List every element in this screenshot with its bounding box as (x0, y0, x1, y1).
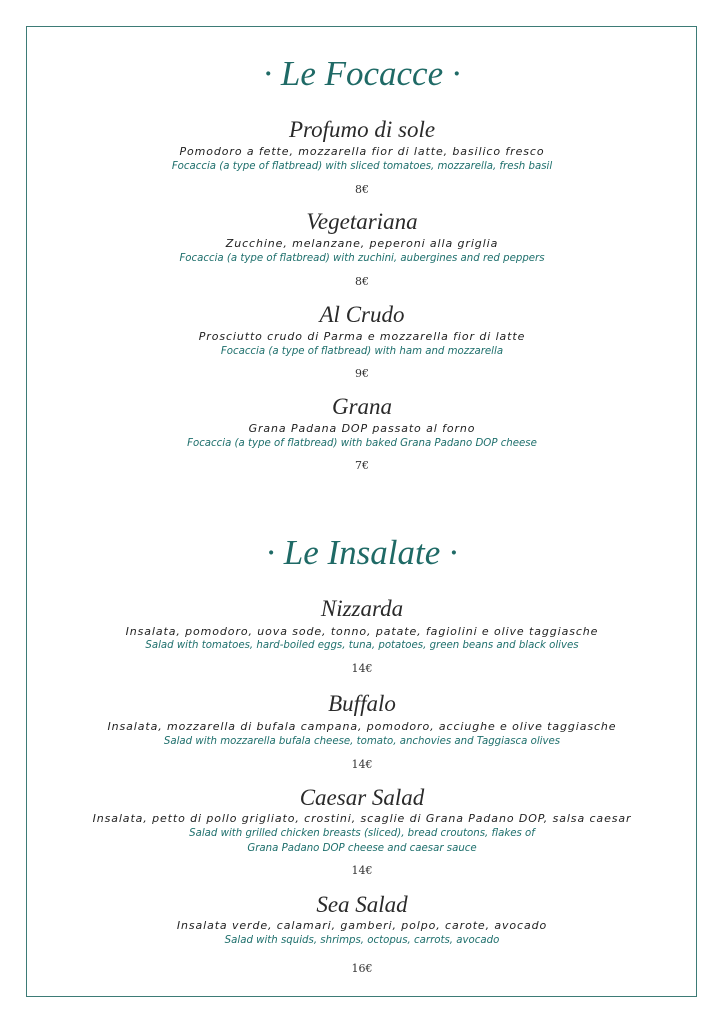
dish-description-english: Salad with tomatoes, hard-boiled eggs, tuna, potatoes, green beans and black olives (145, 640, 579, 651)
section-title-insalate: · Le Insalate · (266, 533, 458, 572)
dish-description-english: Focaccia (a type of flatbread) with zuchini, aubergines and red peppers (179, 253, 545, 264)
dish-name-nizzarda: Nizzarda (320, 596, 404, 621)
dish-description-italian: Zucchine, melanzane, peperoni alla griglia (225, 237, 499, 250)
dish-name-caesar-salad: Caesar Salad (299, 785, 425, 810)
section-title-focacce: · Le Focacce · (263, 54, 461, 93)
dish-description-english: Focaccia (a type of flatbread) with ham and mozzarella (220, 346, 504, 357)
dish-description-italian: Grana Padana DOP passato al forno (248, 422, 476, 435)
dish-description-italian: Pomodoro a fette, mozzarella fior di latte, basilico fresco (179, 145, 545, 158)
dish-description-english: Focaccia (a type of flatbread) with baked Grana Padano DOP cheese (187, 438, 537, 449)
dish-name-profumo-di-sole: Profumo di sole (288, 117, 436, 142)
dish-description-italian: Insalata, petto di pollo grigliato, crostini, scaglie di Grana Padano DOP, salsa caesar (92, 812, 632, 825)
dish-price: 8€ (355, 183, 369, 196)
dish-description-italian: Insalata, mozzarella di bufala campana, pomodoro, acciughe e olive taggiasche (107, 720, 617, 733)
dish-name-vegetariana: Vegetariana (306, 209, 418, 234)
dish-name-sea-salad: Sea Salad (316, 892, 408, 917)
dish-name-grana: Grana (331, 394, 393, 419)
dish-description-english: Salad with grilled chicken breasts (sliced), bread croutons, flakes of (189, 828, 535, 839)
dish-price: 14€ (351, 662, 373, 675)
dish-price: 9€ (355, 367, 369, 380)
dish-price: 14€ (351, 758, 373, 771)
dish-price: 7€ (355, 459, 369, 472)
dish-name-buffalo: Buffalo (328, 691, 396, 716)
dish-price: 14€ (351, 864, 373, 877)
dish-description-italian: Prosciutto crudo di Parma e mozzarella fior di latte (198, 330, 526, 343)
dish-description-english: Focaccia (a type of flatbread) with sliced tomatoes, mozzarella, fresh basil (171, 161, 553, 172)
dish-description-english: Salad with squids, shrimps, octopus, carrots, avocado (224, 935, 500, 946)
dish-price: 16€ (351, 962, 373, 975)
dish-description-italian: Insalata verde, calamari, gamberi, polpo, carote, avocado (176, 919, 548, 932)
dish-price: 8€ (355, 275, 369, 288)
dish-name-al-crudo: Al Crudo (319, 302, 405, 327)
dish-description-english: Salad with mozzarella bufala cheese, tomato, anchovies and Taggiasca olives (163, 736, 561, 747)
dish-description-english: Grana Padano DOP cheese and caesar sauce (247, 843, 477, 854)
dish-description-italian: Insalata, pomodoro, uova sode, tonno, patate, fagiolini e olive taggiasche (125, 625, 599, 638)
